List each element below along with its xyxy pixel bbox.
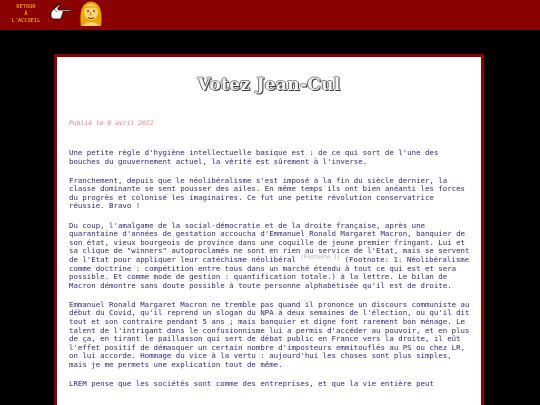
article-title: Votez Jean-Cul — [197, 75, 341, 95]
pointing-hand-icon[interactable] — [48, 4, 72, 20]
paragraph-3-part-a: Du coup, l'amalgame de la social-démocratie et de la droite française, après une quarantaine d'années de gestation accoucha d'Emmanuel Ronald Margaret Macron, banquier de son état, vieux bourgeois de province dans une coquille de jeune premier fringant. Lui et sa clique de "winners" autoproclamés ne sont en rien au service de l'Etat, mais se servent de l'Etat pour appliquer leur catéchisme néolibéral — [69, 220, 470, 264]
paragraph-2: Franchement, depuis que le néolibéralisme s'est imposé à la fin du siècle dernier, la classe dominante se sent pousser des ailes. En même temps ils ont bien anéanti les forces du progrès et colonisé les imaginaires. Ce fut une petite révolution conservatrice réussie. Bravo ! — [69, 175, 466, 211]
back-label-line1: RETOUR — [16, 4, 36, 10]
footnote-1-link[interactable]: [Footnote 1] — [300, 254, 341, 261]
back-label-line3: L'ACCUEIL — [11, 18, 41, 24]
paragraph-3 — [69, 222, 471, 291]
paragraph-1: Une petite règle d'hygiène intellectuelle basique est : de ce qui sort de l'une des bouches du gouvernement actuel, la vérité est sûrement à l'inverse. — [69, 148, 439, 166]
article-body — [69, 149, 471, 399]
back-label-line2: À — [24, 11, 28, 17]
paragraph-3-part-b: (Footnote: 1: Néolibéralisme comme doctrine : compétition entre tous dans un marché étendu à tout ce qui est et sera possible. Et comme mode de gestion : quantification totale.) à la lettre. Le bilan de Macron démontre sans doute possible à toute personne alphabétisée qu'il est de droite. — [69, 254, 470, 290]
paragraph-4: Emmanuel Ronald Margaret Macron ne tremble pas quand il prononce un discours communiste au début du Covid, qu'il reprend un slogan du NPA à deux semaines de l'élection, ou qu'il dit tout et son contraire pendant 5 ans ; mais banquier et digne font rarement bon ménage. Le talent de l'intrigant dans le confusionnisme lui a permis d'accéder au pouvoir, et en plus de ça, en tirant le paillasson qui sert de débat public en France vers la droite, il eût l'effet positif de démasquer un certain nombre d'imposteurs emmitouflés au PS ou chez LR, on lui accorde. Hommage du vice à la vertu : aujourd'hui les choses sont plus simples, mais je me permets une explication tout de même. — [69, 299, 470, 369]
article-date: Publié le 8 avril 2022 — [69, 119, 154, 127]
article-page — [57, 57, 481, 405]
paragraph-5: LREM pense que les sociétés sont comme des entreprises, et que la vie entière peut — [69, 379, 434, 389]
back-to-home-link[interactable] — [8, 4, 44, 25]
face-logo-icon[interactable] — [78, 0, 104, 27]
